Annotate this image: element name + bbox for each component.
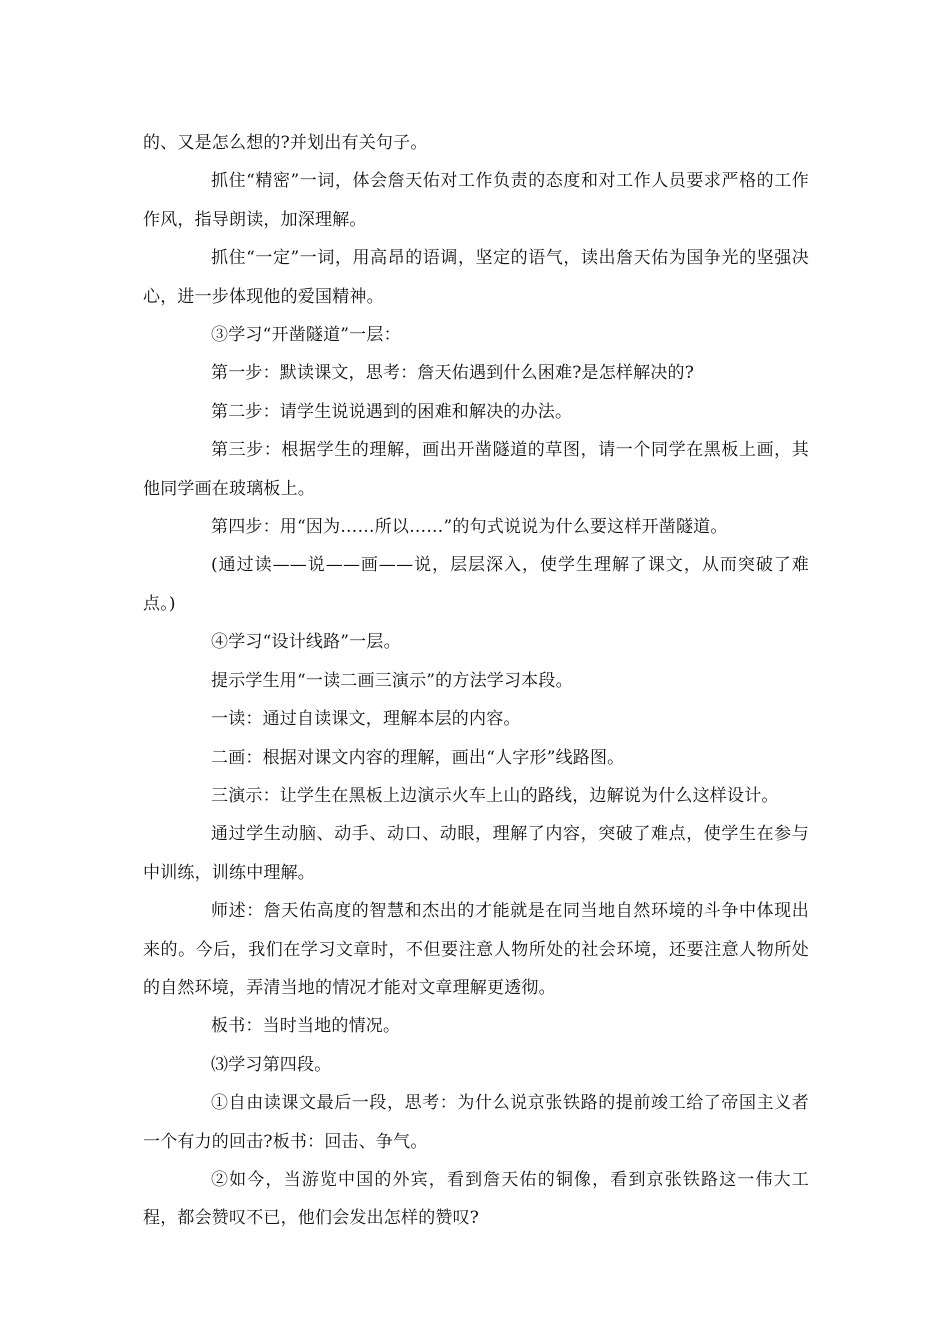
paragraph-13: 三演示：让学生在黑板上边演示火车上山的路线，边解说为什么这样设计。	[211, 785, 779, 806]
paragraph-6: 第三步：根据学生的理解，画出开凿隧道的草图，请一个同学在黑板上画，其他同学画在玻璃板上。	[143, 440, 809, 499]
paragraph-12: 二画：根据对课文内容的理解，画出“人字形”线路图。	[211, 747, 625, 768]
paragraph-11: 一读：通过自读课文，理解本层的内容。	[211, 709, 521, 730]
paragraph-18: ①自由读课文最后一段，思考：为什么说京张铁路的提前竣工给了帝国主义者一个有力的回击?板书：回击、争气。	[143, 1093, 809, 1152]
paragraph-10: 提示学生用“一读二画三演示”的方法学习本段。	[211, 670, 573, 691]
paragraph-2: 抓住“一定”一词，用高昂的语调，坚定的语气，读出詹天佑为国争光的坚强决心，进一步体现他的爱国精神。	[143, 248, 809, 307]
paragraph-14: 通过学生动脑、动手、动口、动眼，理解了内容，突破了难点，使学生在参与中训练，训练中理解。	[143, 824, 809, 883]
paragraph-16: 板书：当时当地的情况。	[211, 1016, 401, 1037]
paragraph-0: 的、又是怎么想的?并划出有关句子。	[143, 133, 428, 153]
paragraph-4: 第一步：默读课文，思考：詹天佑遇到什么困难?是怎样解决的?	[211, 363, 695, 384]
paragraph-5: 第二步：请学生说说遇到的困难和解决的办法。	[211, 401, 573, 422]
paragraph-1: 抓住“精密”一词，体会詹天佑对工作负责的态度和对工作人员要求严格的工作作风，指导朗读，加深理解。	[143, 171, 809, 230]
paragraph-7: 第四步：用“因为……所以……”的句式说说为什么要这样开凿隧道。	[211, 517, 728, 538]
paragraph-15: 师述：詹天佑高度的智慧和杰出的才能就是在同当地自然环境的斗争中体现出来的。今后，我们在学习文章时，不但要注意人物所处的社会环境，还要注意人物所处的自然环境，弄清当地的情况才能对文章理解更透彻。	[143, 901, 809, 998]
document-body	[143, 124, 809, 1238]
paragraph-9: ④学习“设计线路”一层。	[211, 632, 401, 653]
paragraph-8: (通过读——说——画——说，层层深入，使学生理解了课文，从而突破了难点。)	[143, 555, 809, 614]
paragraph-3: ③学习“开凿隧道”一层：	[211, 325, 401, 346]
paragraph-17: ⑶学习第四段。	[211, 1054, 332, 1075]
paragraph-19: ②如今，当游览中国的外宾，看到詹天佑的铜像，看到京张铁路这一伟大工程，都会赞叹不已，他们会发出怎样的赞叹?	[143, 1169, 809, 1229]
